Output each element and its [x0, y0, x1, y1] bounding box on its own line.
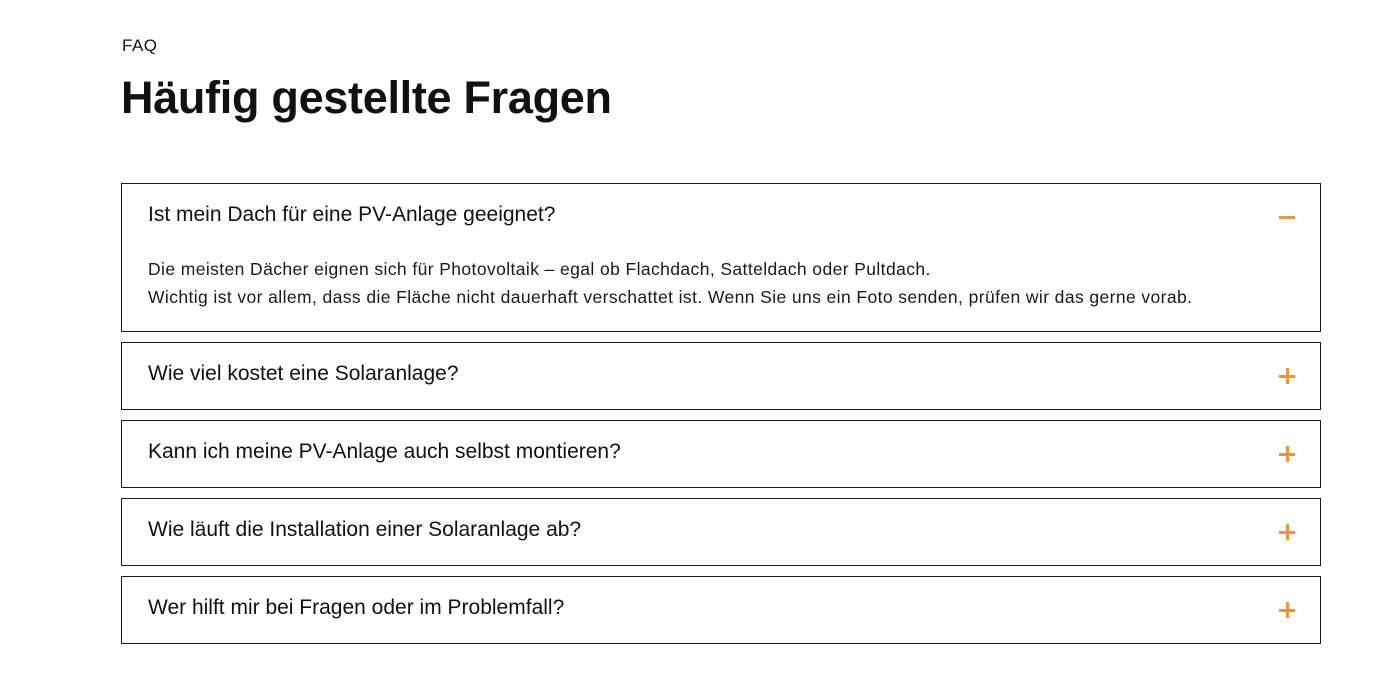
faq-question-toggle-4[interactable]	[122, 499, 1320, 565]
faq-item	[121, 576, 1321, 644]
faq-question-text: Wie läuft die Installation einer Solaranlage ab?	[148, 518, 582, 541]
faq-question-toggle-1[interactable]	[122, 184, 1320, 250]
faq-question-toggle-5[interactable]	[122, 577, 1320, 643]
faq-question-text: Kann ich meine PV-Anlage auch selbst montieren?	[148, 440, 621, 463]
plus-icon[interactable]	[1276, 365, 1298, 387]
faq-list	[121, 183, 1321, 654]
plus-icon[interactable]	[1276, 443, 1298, 465]
faq-question-text: Ist mein Dach für eine PV-Anlage geeignet?	[148, 203, 556, 226]
faq-item	[121, 342, 1321, 410]
faq-item	[121, 183, 1321, 332]
faq-question-text: Wie viel kostet eine Solaranlage?	[148, 362, 459, 385]
faq-answer	[122, 250, 1320, 331]
faq-item	[121, 420, 1321, 488]
faq-answer-line: Wichtig ist vor allem, dass die Fläche nicht dauerhaft verschattet ist. Wenn Sie uns ein Foto senden, prüfen wir das gerne vorab.	[148, 287, 1193, 307]
faq-eyebrow: FAQ	[122, 36, 158, 55]
plus-icon[interactable]	[1276, 599, 1298, 621]
faq-question-toggle-3[interactable]	[122, 421, 1320, 487]
faq-answer-line: Die meisten Dächer eignen sich für Photovoltaik – egal ob Flachdach, Satteldach oder Pultdach.	[148, 259, 931, 279]
page-title: Häufig gestellte Fragen	[121, 72, 612, 123]
plus-icon[interactable]	[1276, 521, 1298, 543]
faq-item	[121, 498, 1321, 566]
faq-question-toggle-2[interactable]	[122, 343, 1320, 409]
minus-icon[interactable]	[1276, 206, 1298, 228]
faq-question-text: Wer hilft mir bei Fragen oder im Problemfall?	[148, 596, 565, 619]
